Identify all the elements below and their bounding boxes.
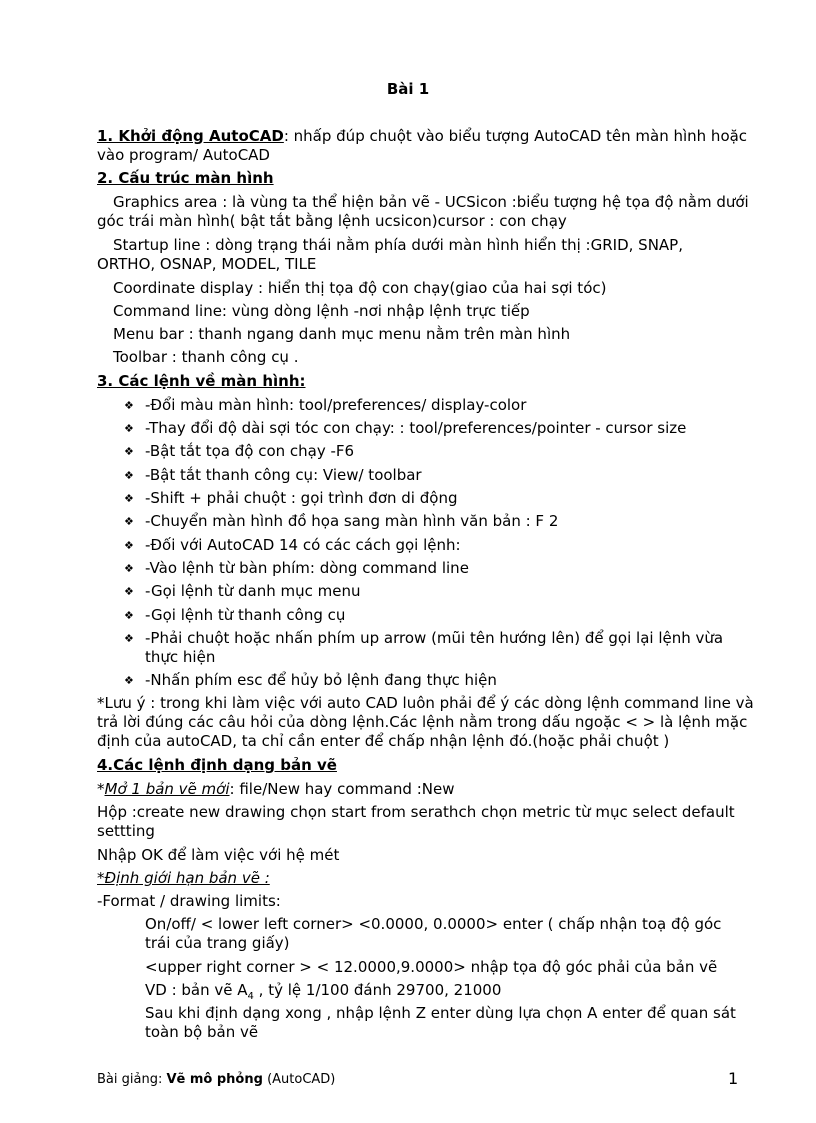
menu-bar-text: Menu bar : thanh ngang danh mục menu nằm trên màn hình (113, 325, 571, 343)
list-item: -Gọi lệnh từ thanh công cụ (145, 606, 346, 624)
page-footer (97, 1072, 335, 1087)
bullet-icon: ❖ (124, 422, 134, 435)
lower-left-text-cont: trái của trang giấy) (145, 934, 290, 952)
star-mark: * (97, 780, 105, 798)
bullet-icon: ❖ (124, 585, 134, 598)
list-item: -Bật tắt thanh công cụ: View/ toolbar (145, 466, 422, 484)
section-4-heading: 4.Các lệnh định dạng bản vẽ (97, 756, 337, 774)
list-item: -Vào lệnh từ bàn phím: dòng command line (145, 559, 469, 577)
list-item: -Bật tắt tọa độ con chạy -F6 (145, 442, 355, 460)
list-item: -Thay đổi độ dài sợi tóc con chạy: : tool/preferences/pointer - cursor size (145, 419, 687, 437)
example-text (145, 981, 501, 1006)
section-1-heading: 1. Khởi động AutoCAD (97, 127, 284, 145)
section-1-text-cont: vào program/ AutoCAD (97, 146, 270, 164)
bullet-icon: ❖ (124, 492, 134, 505)
footer-label: Bài giảng: (97, 1072, 167, 1087)
toolbar-text: Toolbar : thanh công cụ . (113, 348, 299, 366)
footer-suffix: (AutoCAD) (262, 1072, 336, 1087)
bullet-icon: ❖ (124, 539, 134, 552)
example-pre: VD : bản vẽ A (145, 981, 248, 999)
section-3-heading: 3. Các lệnh về màn hình: (97, 372, 306, 390)
list-item-cont: thực hiện (145, 648, 216, 666)
bullet-icon: ❖ (124, 562, 134, 575)
bullet-icon: ❖ (124, 515, 134, 528)
bullet-icon: ❖ (124, 399, 134, 412)
create-dialog-text: Hộp :create new drawing chọn start from serathch chọn metric từ mục select default (97, 803, 735, 821)
bullet-icon: ❖ (124, 609, 134, 622)
list-item: -Nhấn phím esc để hủy bỏ lệnh đang thực hiện (145, 671, 497, 689)
graphics-area-text-cont: góc trái màn hình( bật tắt bằng lệnh ucsicon)cursor : con chạy (97, 212, 567, 230)
zoom-text-cont: toàn bộ bản vẽ (145, 1023, 259, 1041)
bullet-icon: ❖ (124, 674, 134, 687)
new-drawing-text: : file/New hay command :New (229, 780, 455, 798)
page-number: 1 (728, 1069, 739, 1088)
page-title: Bài 1 (386, 80, 430, 98)
bullet-icon: ❖ (124, 632, 134, 645)
list-item: -Đối với AutoCAD 14 có các cách gọi lệnh: (145, 536, 461, 554)
example-post: , tỷ lệ 1/100 đánh 29700, 21000 (253, 981, 502, 999)
list-item: -Phải chuột hoặc nhấn phím up arrow (mũi tên hướng lên) để gọi lại lệnh vừa (145, 629, 724, 647)
lower-left-text: On/off/ < lower left corner> <0.0000, 0.0000> enter ( chấp nhận toạ độ góc (145, 915, 722, 933)
footer-course: Vẽ mô phỏng (166, 1072, 263, 1087)
startup-line-text: Startup line : dòng trạng thái nằm phía dưới màn hình hiển thị :GRID, SNAP, (113, 236, 683, 254)
example-sub: 4 (247, 991, 254, 1002)
section-2-heading: 2. Cấu trúc màn hình (97, 169, 274, 187)
list-item: -Shift + phải chuột : gọi trình đơn di động (145, 489, 458, 507)
metric-text: Nhập OK để làm việc với hệ mét (97, 846, 340, 864)
list-item: -Đổi màu màn hình: tool/preferences/ display-color (145, 396, 527, 414)
list-item: -Chuyển màn hình đồ họa sang màn hình văn bản : F 2 (145, 512, 559, 530)
format-limits-text: -Format / drawing limits: (97, 892, 281, 910)
bullet-icon: ❖ (124, 469, 134, 482)
command-line-text: Command line: vùng dòng lệnh -nơi nhập lệnh trực tiếp (113, 302, 530, 320)
section-1-text: : nhấp đúp chuột vào biểu tượng AutoCAD tên màn hình hoặc (283, 127, 748, 145)
new-drawing-label: Mở 1 bản vẽ mới (104, 780, 230, 798)
new-drawing-line (97, 780, 455, 799)
zoom-text: Sau khi định dạng xong , nhập lệnh Z enter dùng lựa chọn A enter để quan sát (145, 1004, 736, 1022)
note-line-2: trả lời đúng các câu hỏi của dòng lệnh.Các lệnh nằm trong dấu ngoặc < > là lệnh mặc (97, 713, 748, 731)
graphics-area-text: Graphics area : là vùng ta thể hiện bản vẽ - UCSicon :biểu tượng hệ tọa độ nằm dưới (113, 193, 749, 211)
coordinate-display-text: Coordinate display : hiển thị tọa độ con chạy(giao của hai sợi tóc) (113, 279, 607, 297)
bullet-icon: ❖ (124, 445, 134, 458)
list-item: -Gọi lệnh từ danh mục menu (145, 582, 361, 600)
section-1-line (97, 127, 747, 146)
note-line-1: *Lưu ý : trong khi làm việc với auto CAD luôn phải để ý các dòng lệnh command line và (97, 694, 754, 712)
create-dialog-text-cont: settting (97, 822, 155, 840)
startup-line-text-cont: ORTHO, OSNAP, MODEL, TILE (97, 255, 317, 273)
limits-heading: *Định giới hạn bản vẽ : (97, 869, 270, 887)
upper-right-text: <upper right corner > < 12.0000,9.0000> nhập tọa độ góc phải của bản vẽ (145, 958, 718, 976)
note-line-3: định của autoCAD, ta chỉ cần enter để chấp nhận lệnh đó.(hoặc phải chuột ) (97, 732, 670, 750)
